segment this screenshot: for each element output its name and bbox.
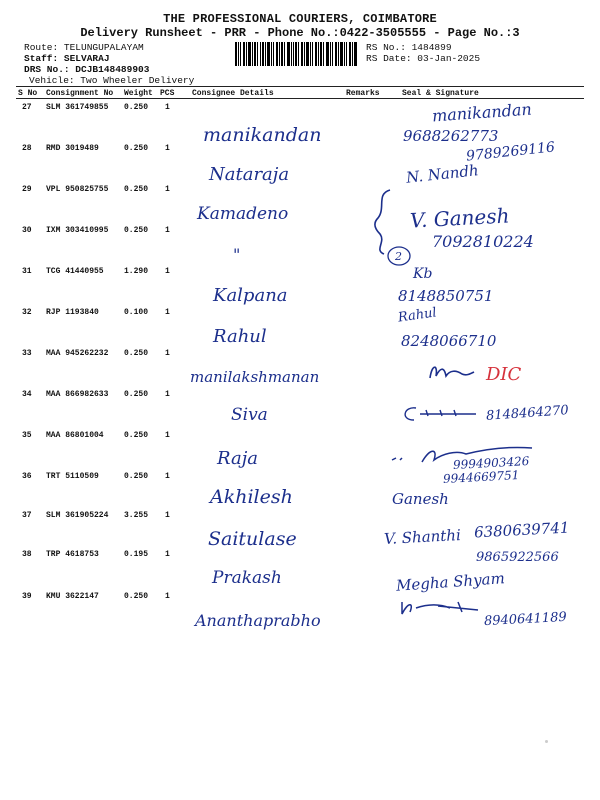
row-signature-phone: 8940641189 [483, 609, 568, 630]
row-consignment: SLM 361905224 [46, 511, 109, 520]
row-weight: 0.100 [124, 308, 149, 317]
row-consignment: RJP 1193840 [46, 308, 99, 317]
col-header-sno: S No [18, 89, 38, 98]
row-weight: 0.250 [124, 592, 149, 601]
svg-text:2: 2 [395, 250, 402, 263]
row-weight: 3.255 [124, 511, 149, 520]
row-consignee-handwritten: Raja [217, 448, 259, 469]
row-signature-phone: 6380639741 [473, 518, 570, 542]
row-sno: 34 [22, 390, 32, 399]
row-pcs: 1 [165, 144, 170, 153]
row-consignee-handwritten: Kamadeno [197, 204, 289, 224]
row-signature-phone: 8148464270 [485, 403, 570, 424]
drs-number: DRS No.: DCJB148489903 [24, 64, 150, 75]
row-pcs: 1 [165, 431, 170, 440]
row-pcs: 1 [165, 390, 170, 399]
row-consignment: SLM 361749855 [46, 103, 109, 112]
route-label: Route: TELUNGUPALAYAM [24, 42, 144, 53]
row-pcs: 1 [165, 226, 170, 235]
row-consignee-handwritten: Nataraja [209, 164, 290, 185]
row-sno: 27 [22, 103, 32, 112]
staff-label: Staff: SELVARAJ [24, 53, 110, 64]
barcode-image [235, 42, 357, 66]
row-signature-name: DIC [486, 364, 522, 385]
row-consignment: MAA 86801004 [46, 431, 104, 440]
row-consignment: TRT 5110509 [46, 472, 99, 481]
row-sno: 32 [22, 308, 32, 317]
row-signature-phone: 9944669751 [442, 468, 520, 486]
company-title: THE PROFESSIONAL COURIERS, COIMBATORE [163, 12, 437, 26]
row-consignee-handwritten: Ananthaprabho [195, 611, 321, 630]
row-signature-name: V. Shanthi [383, 526, 462, 548]
row-sno: 30 [22, 226, 32, 235]
row-signature-phone: 7092810224 [432, 232, 534, 251]
row-consignee-handwritten: Prakash [212, 568, 282, 588]
col-header-signature: Seal & Signature [402, 89, 479, 98]
row-pcs: 1 [165, 308, 170, 317]
row-signature-phone: 9688262773 [403, 127, 499, 145]
header-top-rule [16, 86, 584, 87]
signature-scribble [426, 358, 476, 384]
row-weight: 0.250 [124, 390, 149, 399]
row-sno: 31 [22, 267, 32, 276]
row-signature-phone: 9994903426 [452, 454, 530, 472]
row-pcs: 1 [165, 267, 170, 276]
row-pcs: 1 [165, 550, 170, 559]
row-consignee-handwritten: manikandan [203, 124, 322, 146]
row-pcs: 1 [165, 511, 170, 520]
row-consignment: KMU 3622147 [46, 592, 99, 601]
row-signature-name: manikandan [431, 99, 533, 126]
row-pcs: 1 [165, 472, 170, 481]
row-signature-name: N. Nandh [405, 161, 480, 187]
row-signature-name: V. Ganesh [409, 203, 510, 233]
row-sno: 37 [22, 511, 32, 520]
row-consignment: RMD 3019489 [46, 144, 99, 153]
row-signature-phone: 9865922566 [476, 550, 559, 565]
row-consignee-handwritten: Akhilesh [210, 486, 293, 508]
row-signature-phone: 9789269116 [465, 139, 556, 165]
row-sno: 38 [22, 550, 32, 559]
row-sno: 39 [22, 592, 32, 601]
col-header-consignment: Consignment No [46, 89, 114, 98]
row-signature-name: Ganesh [392, 490, 449, 508]
row-weight: 0.250 [124, 226, 149, 235]
row-consignee-handwritten: Kalpana [213, 285, 288, 306]
signature-scribble [396, 400, 480, 426]
row-weight: 0.195 [124, 550, 149, 559]
row-consignee-handwritten: Rahul [213, 326, 267, 347]
row-consignee-handwritten: manilakshmanan [190, 368, 320, 386]
row-consignment: MAA 866982633 [46, 390, 109, 399]
row-consignee-handwritten: " [233, 245, 241, 264]
row-weight: 0.250 [124, 349, 149, 358]
row-sno: 35 [22, 431, 32, 440]
runsheet-subtitle: Delivery Runsheet - PRR - Phone No.:0422-3505555 - Page No.:3 [80, 26, 520, 40]
row-weight: 0.250 [124, 431, 149, 440]
row-signature-phone: 8148850751 [398, 287, 494, 305]
col-header-remarks: Remarks [346, 89, 380, 98]
col-header-weight: Weight [124, 89, 153, 98]
row-signature-name: Rahul [397, 305, 438, 326]
header-bottom-rule [16, 98, 584, 99]
row-pcs: 1 [165, 349, 170, 358]
row-consignment: IXM 303410995 [46, 226, 109, 235]
row-signature-phone: 8248066710 [401, 332, 497, 350]
row-sno: 28 [22, 144, 32, 153]
col-header-pcs: PCS [160, 89, 175, 98]
row-weight: 1.290 [124, 267, 149, 276]
circled-two-mark [386, 245, 412, 267]
row-consignee-handwritten: Saitulase [208, 528, 297, 550]
row-consignment: MAA 945262232 [46, 349, 109, 358]
col-header-consignee: Consignee Details [192, 89, 274, 98]
row-weight: 0.250 [124, 472, 149, 481]
row-sno: 29 [22, 185, 32, 194]
row-weight: 0.250 [124, 144, 149, 153]
row-weight: 0.250 [124, 185, 149, 194]
row-weight: 0.250 [124, 103, 149, 112]
row-pcs: 1 [165, 103, 170, 112]
row-sno: 36 [22, 472, 32, 481]
row-consignment: TRP 4618753 [46, 550, 99, 559]
row-sno: 33 [22, 349, 32, 358]
row-consignee-handwritten: Siva [231, 405, 268, 425]
scan-speck [545, 740, 548, 743]
row-signature-name: Megha Shyam [395, 569, 506, 595]
row-pcs: 1 [165, 185, 170, 194]
row-consignment: VPL 950825755 [46, 185, 109, 194]
row-signature-name: Kb [413, 266, 433, 282]
row-consignment: TCG 41440955 [46, 267, 104, 276]
rs-date: RS Date: 03-Jan-2025 [366, 53, 481, 64]
rs-number: RS No.: 1484899 [366, 42, 452, 53]
signature-scribble [398, 598, 482, 620]
row-pcs: 1 [165, 592, 170, 601]
vehicle-label: Vehicle: Two Wheeler Delivery [29, 75, 195, 86]
